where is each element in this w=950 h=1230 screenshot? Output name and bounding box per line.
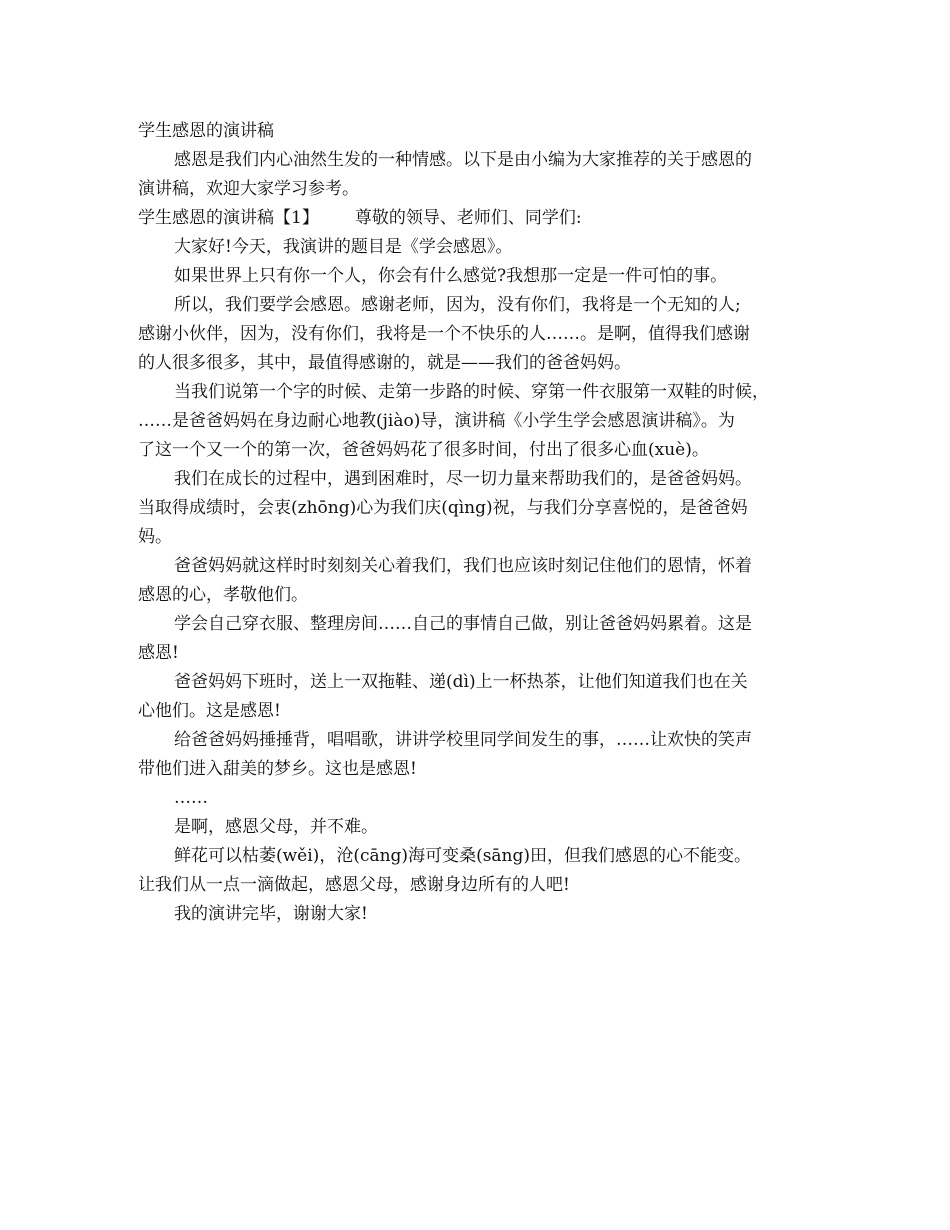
greeting: 尊敬的领导、老师们、同学们:: [354, 208, 582, 228]
paragraph-line: 当我们说第一个字的时候、走第一步路的时候、穿第一件衣服第一双鞋的时候，: [174, 382, 769, 402]
document-page: [138, 117, 816, 929]
intro-line-1: 感恩是我们内心油然生发的一种情感。以下是由小编为大家推荐的关于感恩的: [174, 150, 752, 170]
speech-body: [138, 233, 816, 929]
paragraph-line: 心他们。这是感恩!: [138, 701, 281, 721]
paragraph-line: 给爸爸妈妈捶捶背，唱唱歌，讲讲学校里同学间发生的事，……让欢快的笑声: [174, 730, 752, 750]
document-title: 学生感恩的演讲稿: [138, 121, 274, 141]
paragraph-line: 感谢小伙伴，因为，没有你们，我将是一个不快乐的人……。是啊，值得我们感谢: [138, 324, 750, 344]
section-heading-row: [138, 204, 816, 233]
paragraph-line: ……是爸爸妈妈在身边耐心地教(jiào)导，演讲稿《小学生学会感恩演讲稿》。为: [138, 411, 735, 431]
paragraph-line: 的人很多很多，其中，最值得感谢的，就是——我们的爸爸妈妈。: [138, 353, 631, 373]
paragraph-line: 感恩的心，孝敬他们。: [138, 585, 308, 605]
section-heading: 学生感恩的演讲稿【1】: [138, 208, 319, 228]
paragraph-line: 我们在成长的过程中，遇到困难时，尽一切力量来帮助我们的，是爸爸妈妈。: [174, 469, 752, 489]
paragraph-line: 带他们进入甜美的梦乡。这也是感恩!: [138, 759, 417, 779]
paragraph-line: 鲜花可以枯萎(wěi)，沧(cāng)海可变桑(sāng)田，但我们感恩的心不能变。: [174, 846, 752, 866]
paragraph-line: 所以，我们要学会感恩。感谢老师，因为，没有你们，我将是一个无知的人;: [174, 295, 741, 315]
paragraph-line: ……: [174, 788, 208, 808]
paragraph-line: 大家好!今天，我演讲的题目是《学会感恩》。: [174, 237, 513, 257]
paragraph-line: 是啊，感恩父母，并不难。: [174, 817, 378, 837]
paragraph-line: 妈。: [138, 527, 172, 547]
paragraph-line: 当取得成绩时，会衷(zhōng)心为我们庆(qìng)祝，与我们分享喜悦的，是爸爸妈: [138, 498, 748, 518]
paragraph-line: 学会自己穿衣服、整理房间……自己的事情自己做，别让爸爸妈妈累着。这是: [174, 614, 752, 634]
paragraph-line: 感恩!: [138, 643, 179, 663]
paragraph-line: 让我们从一点一滴做起，感恩父母，感谢身边所有的人吧!: [138, 875, 570, 895]
intro-line-2: 演讲稿，欢迎大家学习参考。: [138, 179, 359, 199]
paragraph-line: 如果世界上只有你一个人，你会有什么感觉?我想那一定是一件可怕的事。: [174, 266, 728, 286]
paragraph-line: 爸爸妈妈下班时，送上一双拖鞋、递(dì)上一杯热茶，让他们知道我们也在关: [174, 672, 748, 692]
paragraph-line: 爸爸妈妈就这样时时刻刻关心着我们，我们也应该时刻记住他们的恩情，怀着: [174, 556, 752, 576]
paragraph-line: 了这一个又一个的第一次，爸爸妈妈花了很多时间，付出了很多心血(xuè)。: [138, 440, 709, 460]
paragraph-line: 我的演讲完毕，谢谢大家!: [174, 904, 368, 924]
